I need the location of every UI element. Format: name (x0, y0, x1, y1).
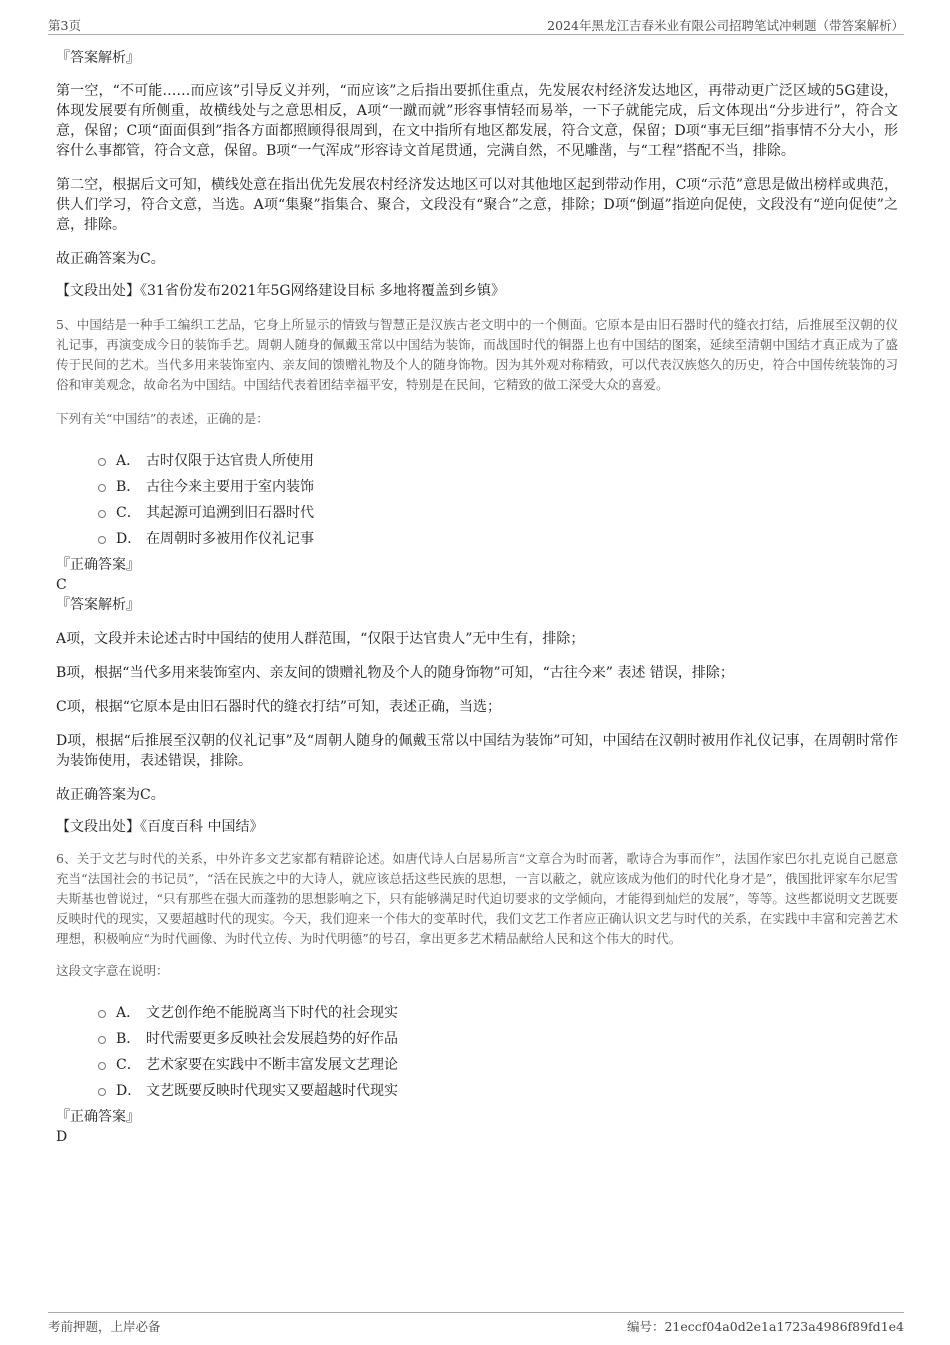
q4-source: 【文段出处】《31省份发布2021年5G网络建设目标 多地将覆盖到乡镇》 (56, 283, 505, 299)
radio-icon[interactable] (98, 1062, 106, 1070)
radio-icon[interactable] (98, 510, 106, 518)
radio-icon[interactable] (98, 1010, 106, 1018)
q5-option-d[interactable]: D． 在周朝时多被用作仪礼记事 (98, 525, 898, 551)
page-number: 第3页 (48, 18, 81, 33)
q6-option-c[interactable]: C． 艺术家要在实践中不断丰富发展文艺理论 (98, 1051, 898, 1077)
q5-conclusion: 故正确答案为C。 (56, 787, 165, 803)
q4-conclusion: 故正确答案为C。 (56, 251, 165, 267)
page-header (48, 14, 904, 35)
q6-answer-label: 『正确答案』 (56, 1109, 140, 1125)
q5-analysis-b: B项，根据“当代多用来装饰室内、亲友间的馈赠礼物及个人的随身饰物”可知，“古往今来” 表述 错误，排除； (56, 665, 734, 681)
q6-option-a[interactable]: A． 文艺创作绝不能脱离当下时代的社会现实 (98, 999, 898, 1025)
q5-options (56, 447, 898, 551)
q6-options (56, 999, 898, 1103)
q4-analysis-label: 『答案解析』 (56, 50, 140, 66)
q6-stem: 6、关于文艺与时代的关系，中外许多文艺家都有精辟论述。如唐代诗人白居易所言“文章合为时而著，歌诗合为事而作”，法国作家巴尔扎克说自己愿意充当“法国社会的书记员”，“活在民族之中的大诗人，就应该总括这些民族的思想，一言以蔽之，就应该成为他们的时代化身才是”，俄国批评家车尔尼雪夫斯基也曾说过，“只有那些在强大而蓬勃的思想影响之下，只有能够满足时代迫切要求的文学倾向，才能得到灿烂的发展”，等等。这些都说明文艺既要反映时代的现实，又要超越时代的现实。今天，我们迎来一个伟大的变革时代，我们文艺工作者应正确认识文艺与时代的关系，在实践中丰富和完善艺术理想，积极响应“为时代画像、为时代立传、为时代明德”的号召，拿出更多艺术精品献给人民和这个伟大的时代。 (56, 851, 898, 946)
q5-answer: C (56, 577, 67, 593)
q4-analysis-p2: 第二空，根据后文可知，横线处意在指出优先发展农村经济发达地区可以对其他地区起到带动作用，C项“示范”意思是做出榜样或典范，供人们学习，符合文意，当选。A项“集聚”指集合、聚合，文段没有“聚合”之意，排除；D项“倒逼”指逆向促使，文段没有“逆向促使”之意，排除。 (56, 177, 898, 233)
q5-stem: 5、中国结是一种手工编织工艺品，它身上所显示的情致与智慧正是汉族古老文明中的一个侧面。它原本是由旧石器时代的缝衣打结，后推展至汉朝的仪礼记事，再演变成今日的装饰手艺。周朝人随身的佩戴玉常以中国结为装饰，而战国时代的铜器上也有中国结的图案，延续至清朝中国结才真正成为了盛传于民间的艺术。当代多用来装饰室内、亲友间的馈赠礼物及个人的随身饰物。因为其外观对称精致，可以代表汉族悠久的历史，符合中国传统装饰的习俗和审美观念，故命名为中国结。中国结代表着团结幸福平安，特别是在民间，它精致的做工深受大众的喜爱。 (56, 317, 898, 392)
radio-icon[interactable] (98, 458, 106, 466)
page-content (56, 44, 898, 1147)
document-code: 编号：21eccf04a0d2e1a1723a4986f89fd1e4 (626, 1319, 904, 1334)
page-footer (48, 1312, 904, 1333)
q5-answer-label: 『正确答案』 (56, 557, 140, 573)
q5-analysis-d: D项，根据“后推展至汉朝的仪礼记事”及“周朝人随身的佩戴玉常以中国结为装饰”可知，中国结在汉朝时被用作礼仪记事，在周朝时常作为装饰使用，表述错误，排除。 (56, 733, 898, 769)
q5-analysis-c: C项，根据“它原本是由旧石器时代的缝衣打结”可知，表述正确，当选； (56, 699, 502, 715)
q5-analysis-a: A项，文段并未论述古时中国结的使用人群范围，“仅限于达官贵人”无中生有，排除； (56, 631, 585, 647)
radio-icon[interactable] (98, 536, 106, 544)
q6-prompt: 这段文字意在说明： (56, 963, 169, 978)
q5-source: 【文段出处】《百度百科 中国结》 (56, 819, 264, 835)
footer-slogan: 考前押题，上岸必备 (48, 1319, 161, 1334)
radio-icon[interactable] (98, 484, 106, 492)
q4-analysis-p1: 第一空，“不可能……而应该”引导反义并列，“而应该”之后指出要抓住重点，先发展农村经济发达地区，再带动更广泛区域的5G建设，体现发展要有所侧重，故横线处与之意思相反，A项“一蹴而就”形容事情轻而易举，一下子就能完成，后文体现出“分步进行”，符合文意，保留；C项“面面俱到”指各方面都照顾得很周到，在文中指所有地区都发展，符合文意，保留；D项“事无巨细”指事情不分大小，形容什么事都管，符合文意，保留。B项“一气浑成”形容诗文首尾贯通，完满自然，不见雕凿，与“工程”搭配不当，排除。 (56, 83, 898, 159)
q5-analysis-label: 『答案解析』 (56, 597, 140, 613)
q5-prompt: 下列有关“中国结”的表述，正确的是： (56, 411, 269, 426)
q6-option-b[interactable]: B． 时代需要更多反映社会发展趋势的好作品 (98, 1025, 898, 1051)
q5-option-a[interactable]: A． 古时仅限于达官贵人所使用 (98, 447, 898, 473)
radio-icon[interactable] (98, 1036, 106, 1044)
q5-option-c[interactable]: C． 其起源可追溯到旧石器时代 (98, 499, 898, 525)
q6-answer: D (56, 1129, 68, 1145)
document-title: 2024年黑龙江吉春米业有限公司招聘笔试冲刺题（带答案解析） (547, 18, 904, 33)
q5-option-b[interactable]: B． 古往今来主要用于室内装饰 (98, 473, 898, 499)
radio-icon[interactable] (98, 1088, 106, 1096)
q6-option-d[interactable]: D． 文艺既要反映时代现实又要超越时代现实 (98, 1077, 898, 1103)
